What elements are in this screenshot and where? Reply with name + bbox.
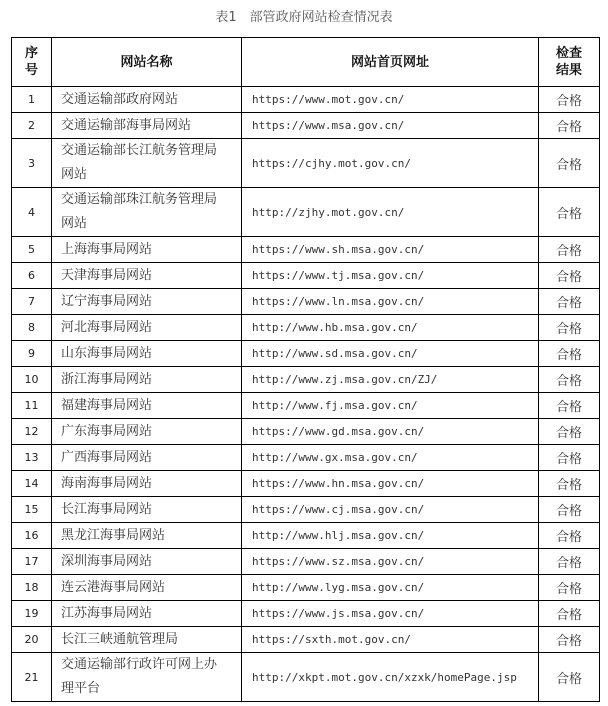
row-site-name: 黑龙江海事局网站 bbox=[52, 523, 242, 549]
row-check-result: 合格 bbox=[539, 87, 600, 113]
table-row bbox=[12, 139, 600, 188]
row-index: 2 bbox=[12, 113, 52, 139]
row-check-result: 合格 bbox=[539, 601, 600, 627]
row-site-name: 深圳海事局网站 bbox=[52, 549, 242, 575]
row-site-url[interactable]: http://zjhy.mot.gov.cn/ bbox=[242, 188, 539, 237]
row-index: 10 bbox=[12, 367, 52, 393]
row-site-url[interactable]: http://www.lyg.msa.gov.cn/ bbox=[242, 575, 539, 601]
table-caption: 表1 部管政府网站检查情况表 bbox=[215, 10, 393, 25]
row-index: 14 bbox=[12, 471, 52, 497]
row-check-result: 合格 bbox=[539, 549, 600, 575]
row-index: 19 bbox=[12, 601, 52, 627]
row-site-name: 广东海事局网站 bbox=[52, 419, 242, 445]
row-check-result: 合格 bbox=[539, 445, 600, 471]
table-row bbox=[12, 87, 600, 113]
header-name: 网站名称 bbox=[52, 38, 242, 87]
row-site-url[interactable]: https://www.hn.msa.gov.cn/ bbox=[242, 471, 539, 497]
row-site-name: 长江海事局网站 bbox=[52, 497, 242, 523]
row-site-url[interactable]: http://xkpt.mot.gov.cn/xzxk/homePage.jsp bbox=[242, 653, 539, 702]
row-check-result: 合格 bbox=[539, 367, 600, 393]
row-site-name: 河北海事局网站 bbox=[52, 315, 242, 341]
row-check-result: 合格 bbox=[539, 341, 600, 367]
row-site-url[interactable]: http://www.fj.msa.gov.cn/ bbox=[242, 393, 539, 419]
row-check-result: 合格 bbox=[539, 419, 600, 445]
row-index: 11 bbox=[12, 393, 52, 419]
row-site-url[interactable]: http://www.hb.msa.gov.cn/ bbox=[242, 315, 539, 341]
row-index: 18 bbox=[12, 575, 52, 601]
row-index: 4 bbox=[12, 188, 52, 237]
table-row bbox=[12, 471, 600, 497]
row-site-url[interactable]: https://cjhy.mot.gov.cn/ bbox=[242, 139, 539, 188]
table-row bbox=[12, 393, 600, 419]
row-index: 1 bbox=[12, 87, 52, 113]
row-check-result: 合格 bbox=[539, 188, 600, 237]
row-check-result: 合格 bbox=[539, 139, 600, 188]
row-check-result: 合格 bbox=[539, 113, 600, 139]
row-site-name: 山东海事局网站 bbox=[52, 341, 242, 367]
table-row bbox=[12, 575, 600, 601]
header-index: 序号 bbox=[12, 38, 52, 87]
table-row bbox=[12, 419, 600, 445]
table-row bbox=[12, 237, 600, 263]
row-index: 13 bbox=[12, 445, 52, 471]
row-site-url[interactable]: http://www.gx.msa.gov.cn/ bbox=[242, 445, 539, 471]
table-row bbox=[12, 627, 600, 653]
row-check-result: 合格 bbox=[539, 289, 600, 315]
table-row bbox=[12, 601, 600, 627]
row-site-name: 江苏海事局网站 bbox=[52, 601, 242, 627]
row-site-name: 上海海事局网站 bbox=[52, 237, 242, 263]
row-site-url[interactable]: http://www.zj.msa.gov.cn/ZJ/ bbox=[242, 367, 539, 393]
website-check-table bbox=[11, 37, 600, 702]
row-check-result: 合格 bbox=[539, 523, 600, 549]
row-site-url[interactable]: https://www.mot.gov.cn/ bbox=[242, 87, 539, 113]
row-index: 17 bbox=[12, 549, 52, 575]
row-index: 15 bbox=[12, 497, 52, 523]
row-site-url[interactable]: https://www.js.msa.gov.cn/ bbox=[242, 601, 539, 627]
row-site-url[interactable]: http://www.hlj.msa.gov.cn/ bbox=[242, 523, 539, 549]
row-site-url[interactable]: https://www.msa.gov.cn/ bbox=[242, 113, 539, 139]
row-site-name: 海南海事局网站 bbox=[52, 471, 242, 497]
header-result: 检查结果 bbox=[539, 38, 600, 87]
table-row bbox=[12, 341, 600, 367]
row-site-name: 交通运输部政府网站 bbox=[52, 87, 242, 113]
table-row bbox=[12, 289, 600, 315]
row-site-name: 交通运输部行政许可网上办理平台 bbox=[52, 653, 242, 702]
table-row bbox=[12, 315, 600, 341]
row-site-url[interactable]: https://sxth.mot.gov.cn/ bbox=[242, 627, 539, 653]
row-site-url[interactable]: https://www.ln.msa.gov.cn/ bbox=[242, 289, 539, 315]
table-header-row bbox=[12, 38, 600, 87]
row-site-url[interactable]: https://www.tj.msa.gov.cn/ bbox=[242, 263, 539, 289]
row-check-result: 合格 bbox=[539, 653, 600, 702]
row-site-name: 连云港海事局网站 bbox=[52, 575, 242, 601]
row-site-name: 广西海事局网站 bbox=[52, 445, 242, 471]
row-site-name: 交通运输部长江航务管理局网站 bbox=[52, 139, 242, 188]
row-check-result: 合格 bbox=[539, 263, 600, 289]
table-row bbox=[12, 549, 600, 575]
row-check-result: 合格 bbox=[539, 471, 600, 497]
row-index: 8 bbox=[12, 315, 52, 341]
row-check-result: 合格 bbox=[539, 315, 600, 341]
row-site-name: 天津海事局网站 bbox=[52, 263, 242, 289]
row-check-result: 合格 bbox=[539, 497, 600, 523]
table-row bbox=[12, 653, 600, 702]
table-row bbox=[12, 497, 600, 523]
table-row bbox=[12, 367, 600, 393]
row-site-name: 辽宁海事局网站 bbox=[52, 289, 242, 315]
row-site-url[interactable]: https://www.sh.msa.gov.cn/ bbox=[242, 237, 539, 263]
table-row bbox=[12, 263, 600, 289]
table-row bbox=[12, 445, 600, 471]
row-site-name: 长江三峡通航管理局 bbox=[52, 627, 242, 653]
row-index: 20 bbox=[12, 627, 52, 653]
row-check-result: 合格 bbox=[539, 237, 600, 263]
row-index: 21 bbox=[12, 653, 52, 702]
row-index: 9 bbox=[12, 341, 52, 367]
table-row bbox=[12, 113, 600, 139]
row-site-url[interactable]: https://www.cj.msa.gov.cn/ bbox=[242, 497, 539, 523]
table-row bbox=[12, 188, 600, 237]
row-index: 7 bbox=[12, 289, 52, 315]
row-site-name: 交通运输部海事局网站 bbox=[52, 113, 242, 139]
row-site-url[interactable]: https://www.gd.msa.gov.cn/ bbox=[242, 419, 539, 445]
header-url: 网站首页网址 bbox=[242, 38, 539, 87]
row-index: 6 bbox=[12, 263, 52, 289]
row-index: 3 bbox=[12, 139, 52, 188]
row-site-url[interactable]: https://www.sz.msa.gov.cn/ bbox=[242, 549, 539, 575]
table-row bbox=[12, 523, 600, 549]
row-check-result: 合格 bbox=[539, 393, 600, 419]
row-site-name: 交通运输部珠江航务管理局网站 bbox=[52, 188, 242, 237]
row-site-name: 福建海事局网站 bbox=[52, 393, 242, 419]
row-index: 12 bbox=[12, 419, 52, 445]
row-check-result: 合格 bbox=[539, 575, 600, 601]
row-check-result: 合格 bbox=[539, 627, 600, 653]
row-site-name: 浙江海事局网站 bbox=[52, 367, 242, 393]
row-site-url[interactable]: http://www.sd.msa.gov.cn/ bbox=[242, 341, 539, 367]
row-index: 16 bbox=[12, 523, 52, 549]
row-index: 5 bbox=[12, 237, 52, 263]
